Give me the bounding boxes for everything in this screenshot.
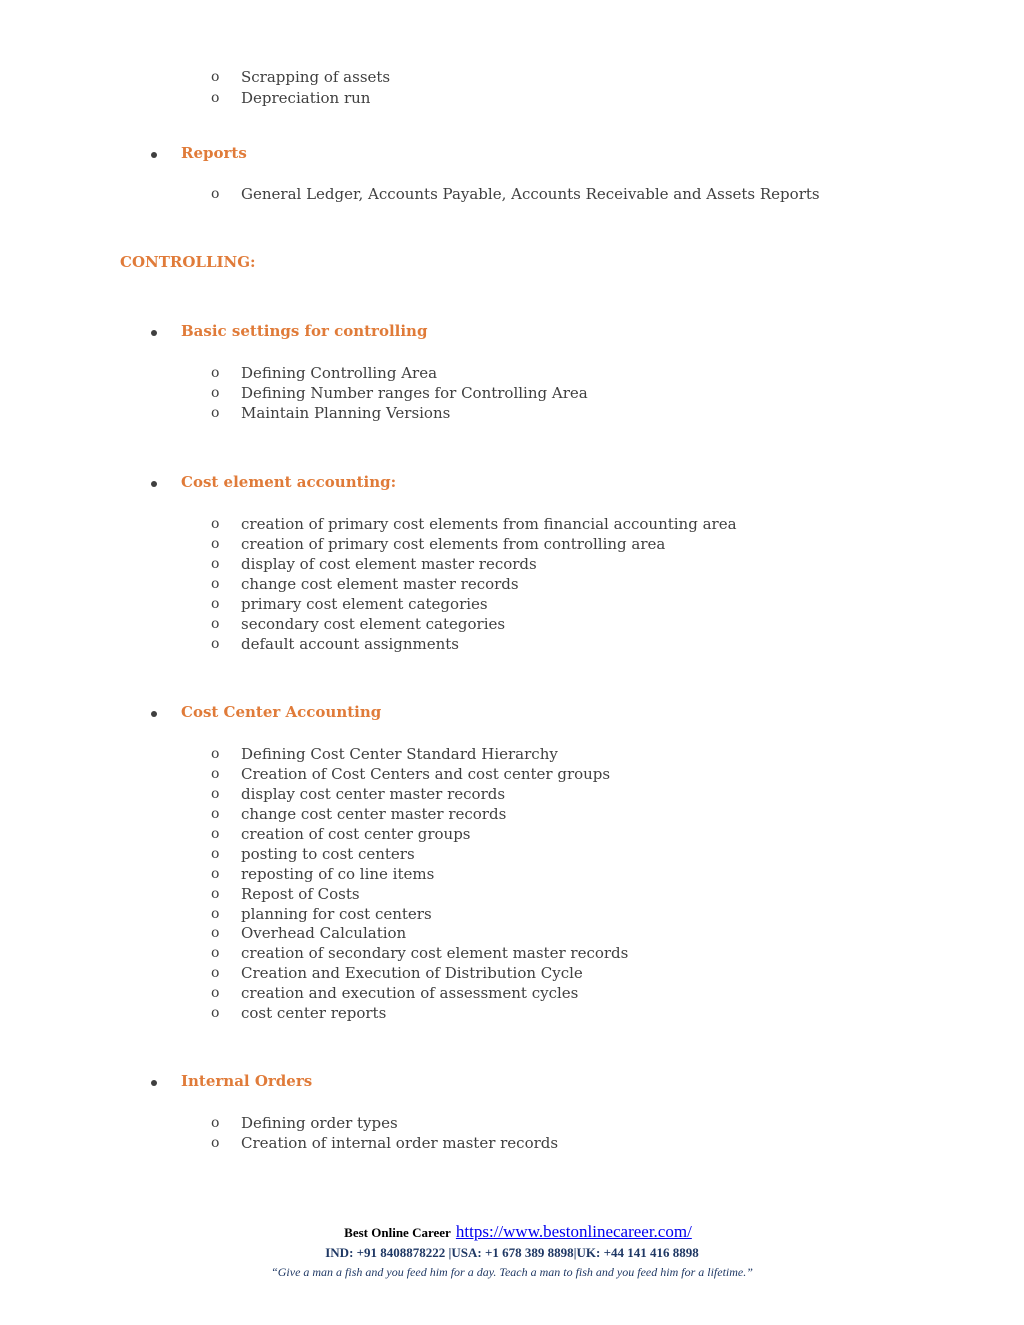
list-item: creation of primary cost elements from financial accounting area <box>241 515 737 533</box>
sub-bullet-marker: o <box>211 826 220 842</box>
footer-website-link[interactable]: https://www.bestonlinecareer.com/ <box>455 1222 692 1241</box>
list-item: primary cost element categories <box>241 595 488 613</box>
sub-bullet-marker: o <box>211 985 220 1001</box>
list-item: Defining Number ranges for Controlling Area <box>241 384 588 402</box>
sub-bullet-marker: o <box>211 405 220 421</box>
list-item: Overhead Calculation <box>241 924 407 942</box>
list-item: creation of secondary cost element master records <box>241 944 629 962</box>
section-bullet-reports: Reports <box>181 144 247 162</box>
list-item: Defining Controlling Area <box>241 364 438 382</box>
sub-bullet-marker: o <box>211 866 220 882</box>
list-item: creation of primary cost elements from controlling area <box>241 535 666 553</box>
sub-bullet-marker: o <box>211 576 220 592</box>
list-item: Repost of Costs <box>241 885 360 903</box>
list-item: Creation and Execution of Distribution Cycle <box>241 964 583 982</box>
list-item: Depreciation run <box>241 89 371 107</box>
list-item: planning for cost centers <box>241 905 432 923</box>
list-item: General Ledger, Accounts Payable, Accounts Receivable and Assets Reports <box>241 185 820 203</box>
sub-bullet-marker: o <box>211 945 220 961</box>
list-item: change cost element master records <box>241 575 519 593</box>
sub-bullet-marker: o <box>211 965 220 981</box>
list-item: default account assignments <box>241 635 460 653</box>
sub-bullet-marker: o <box>211 846 220 862</box>
section-heading-controlling: CONTROLLING: <box>120 253 256 271</box>
sub-bullet-marker: o <box>211 516 220 532</box>
footer-phones: IND: +91 8408878222 |USA: +1 678 389 8898|UK: +44 141 416 8898 <box>325 1245 699 1260</box>
sub-bullet-marker: o <box>211 636 220 652</box>
bullet-icon <box>151 152 157 158</box>
list-item: Scrapping of assets <box>241 68 391 86</box>
sub-bullet-marker: o <box>211 766 220 782</box>
footer-quote: “Give a man a fish and you feed him for a day. Teach a man to fish and you feed him for a lifetime.” <box>271 1265 753 1279</box>
list-item: display of cost element master records <box>241 555 537 573</box>
sub-bullet-marker: o <box>211 1005 220 1021</box>
sub-bullet-marker: o <box>211 69 220 85</box>
list-item: posting to cost centers <box>241 845 415 863</box>
section-bullet-internal-orders: Internal Orders <box>181 1072 313 1090</box>
list-item: change cost center master records <box>241 805 507 823</box>
sub-bullet-marker: o <box>211 1135 220 1151</box>
list-item: creation and execution of assessment cycles <box>241 984 579 1002</box>
sub-bullet-marker: o <box>211 906 220 922</box>
list-item: secondary cost element categories <box>241 615 506 633</box>
sub-bullet-marker: o <box>211 1115 220 1131</box>
footer-company-name: Best Online Career <box>344 1225 451 1240</box>
section-bullet-cost-element: Cost element accounting: <box>181 473 397 491</box>
bullet-icon <box>151 1080 157 1086</box>
section-bullet-basic-settings: Basic settings for controlling <box>181 322 428 340</box>
sub-bullet-marker: o <box>211 365 220 381</box>
section-bullet-cost-center: Cost Center Accounting <box>181 703 382 721</box>
sub-bullet-marker: o <box>211 186 220 202</box>
sub-bullet-marker: o <box>211 886 220 902</box>
list-item: display cost center master records <box>241 785 506 803</box>
sub-bullet-marker: o <box>211 556 220 572</box>
bullet-icon <box>151 330 157 336</box>
sub-bullet-marker: o <box>211 536 220 552</box>
sub-bullet-marker: o <box>211 616 220 632</box>
footer-company-line <box>0 1222 1024 1242</box>
sub-bullet-marker: o <box>211 90 220 106</box>
sub-bullet-marker: o <box>211 925 220 941</box>
list-item: creation of cost center groups <box>241 825 471 843</box>
bullet-icon <box>151 481 157 487</box>
list-item: reposting of co line items <box>241 865 435 883</box>
sub-bullet-marker: o <box>211 385 220 401</box>
bullet-icon <box>151 711 157 717</box>
sub-bullet-marker: o <box>211 786 220 802</box>
list-item: cost center reports <box>241 1004 387 1022</box>
list-item: Maintain Planning Versions <box>241 404 451 422</box>
sub-bullet-marker: o <box>211 746 220 762</box>
list-item: Defining Cost Center Standard Hierarchy <box>241 745 558 763</box>
list-item: Defining order types <box>241 1114 398 1132</box>
sub-bullet-marker: o <box>211 596 220 612</box>
list-item: Creation of Cost Centers and cost center groups <box>241 765 611 783</box>
list-item: Creation of internal order master records <box>241 1134 559 1152</box>
sub-bullet-marker: o <box>211 806 220 822</box>
